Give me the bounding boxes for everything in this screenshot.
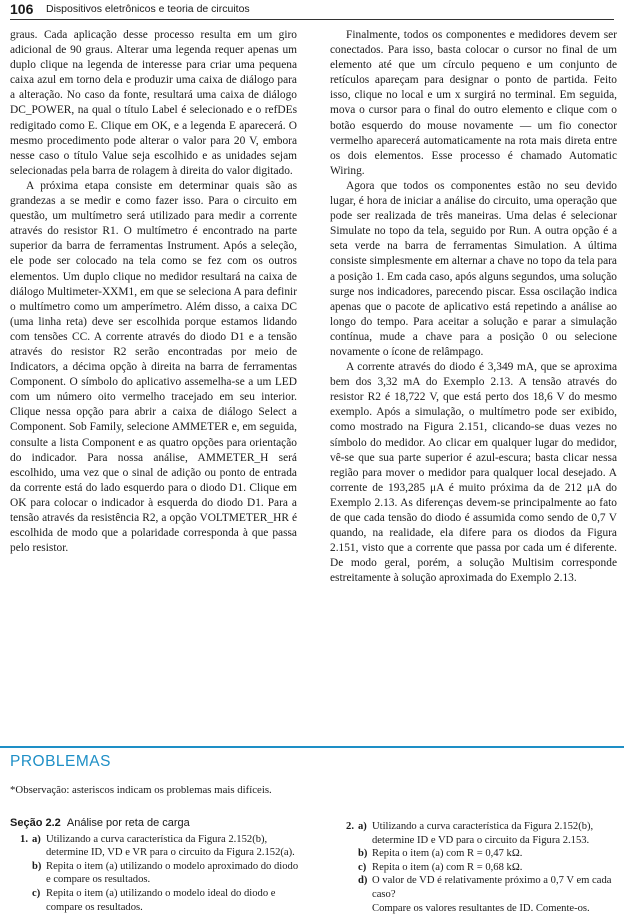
- right-column: [330, 28, 617, 586]
- paragraph: A corrente através do diodo é 3,349 mA, que se aproxima bem dos 3,32 mA do Exemplo 2.13. A tensão através do resistor R2 é 18,722 V, que está perto dos 18,6 V do mesmo exemplo. Após a simulação, o multímetro pode ser exibido, como mostrado na Figura 2.151, clicando-se duas vezes no símbolo do medidor. Ao clicar em qualquer lugar do medidor, vê-se que sua parte superior é azul-escura; basta clicar nessa região para mover o medidor para qualquer local desejado. A corrente de 193,285 μA é muito próxima da de 212 μA do Exemplo 2.13. As diferenças devem-se principalmente ao fato de que cada tensão do diodo é assumida como sendo de 0,7 V quando, na realidade, ela difere para os diodos da Figura 2.151, visto que a corrente que passa por cada um é diferente. De modo geral, porém, a solução Multisim corresponde estreitamente à solução aproximada do Exemplo 2.13.: [330, 361, 617, 585]
- problems-divider: [0, 746, 624, 748]
- part-label: a): [32, 833, 41, 845]
- paragraph: Agora que todos os componentes estão no seu devido lugar, é hora de iniciar a análise do circuito, uma operação que pode ser realizada de três maneiras. Uma delas é selecionar Simulate no topo da tela, seguido por Run. A outra opção é a seta verde na barra de ferramentas Simulation. A última consiste simplesmente em alternar a chave no topo da tela para a posição 1. Em cada caso, após alguns segundos, uma solução surge nos indicadores, parecendo piscar. Essa oscilação indica apenas que o pacote de aplicativo está repetindo a análise ao longo do tempo. Para aceitar a solução e parar a simulação contínua, mude a chave para a posição 0 ou selecione novamente o ícone de relâmpago.: [330, 179, 617, 358]
- part-label: c): [358, 861, 367, 873]
- part-text: Repita o item (a) utilizando o modelo ideal do diodo e compare os resultados.: [46, 887, 276, 913]
- problem-part: [358, 847, 618, 861]
- problem-number: 1.: [20, 833, 28, 845]
- page-header: [10, 0, 614, 20]
- part-text: Repita o item (a) utilizando o modelo aproximado do diodo e compare os resultados.: [46, 860, 299, 886]
- paragraph: A próxima etapa consiste em determinar quais são as grandezas a se medir e como fazer isso. Para o circuito em questão, um multímetro será utilizado para medir a corrente através do resistor R1. O multímetro é encontrado na parte superior da barra de ferramentas Instrument. Após a seleção, ele pode ser colocado na tela como se fez com os outros elementos. Um duplo clique no medidor resultará na caixa de diálogo Multimeter-XXM1, em que se seleciona A para definir o multímetro como um amperímetro. Além disso, a caixa DC (uma linha reta) deve ser escolhida porque estamos lidando com tensões CC. A corrente através do diodo D1 e a tensão através do resistor R2 serão encontradas por meio de Indicators, a décima opção à direita na barra de ferramentas Component. O símbolo do aplicativo assemelha-se a um LED com um número oito vermelho tracejado em seu interior. Clique nessa opção para abrir a caixa de diálogo Select a Component. Sob Family, selecione AMMETER e, em seguida, consulte a lista Component e as quatro opções para orientação do indicador. Para nossa análise, AMMETER_H será escolhido, uma vez que o sinal de adição ou ponto de entrada da corrente está do lado esquerdo para o diodo D1. Clique em OK para colocar o indicador à esquerda do diodo D1. Para a tensão através da resistência R2, a opção VOLTMETER_HR é escolhida de modo que a polaridade corresponda à que passa pelo resistor.: [10, 179, 297, 555]
- problem-number: 2.: [346, 821, 354, 832]
- problems-heading: PROBLEMAS: [10, 753, 111, 770]
- problem-part: [358, 861, 618, 875]
- problems-left-column: [10, 817, 305, 914]
- running-title: Dispositivos eletrônicos e teoria de circuitos: [46, 3, 250, 15]
- section-number: Seção 2.2: [10, 817, 61, 829]
- problem-part: [358, 874, 618, 901]
- section-heading: [10, 817, 305, 831]
- problem-part: [32, 887, 305, 914]
- problem-part: [32, 860, 305, 887]
- part-label: a): [358, 821, 367, 832]
- header-rule: [10, 19, 614, 20]
- part-label: b): [358, 848, 368, 860]
- part-text: Repita o item (a) com R = 0,47 kΩ.: [372, 848, 523, 860]
- problem-part: [32, 833, 305, 860]
- problem-item: [10, 833, 305, 915]
- section-title: Análise por reta de carga: [66, 817, 190, 829]
- problems-right-column: [336, 820, 618, 915]
- page-number: 106: [10, 1, 34, 17]
- paragraph: graus. Cada aplicação desse processo resulta em um giro adicional de 90 graus. Alterar uma legenda requer apenas um duplo clique na legenda de interesse para criar uma pequena caixa azul em torno dela e produzir uma caixa de diálogo para a alteração. No caso da fonte, resultará uma caixa de diálogo DC_POWER, na qual o título Label é selecionado e o refDEs redigitado como E. Clique em OK, e a legenda E aparecerá. O mesmo procedimento pode alterar o valor para 20 V, embora nesse caso o título Value seja escolhido e as unidades sejam selecionadas pela barra de rolagem à direita do valor digitado.: [10, 29, 297, 177]
- part-text: O valor de VD é relativamente próximo a 0,7 V em cada caso?: [372, 875, 612, 900]
- problem-part: [358, 820, 618, 847]
- part-text: Utilizando a curva característica da Figura 2.152(b), determine ID e VD para o circuito da Figura 2.153.: [372, 821, 594, 846]
- part-text: Repita o item (a) com R = 0,68 kΩ.: [372, 861, 523, 873]
- problem-item: [336, 820, 618, 902]
- problem-closing: Compare os valores resultantes de ID. Comente-os.: [372, 902, 590, 914]
- left-column: [10, 28, 297, 556]
- part-label: b): [32, 860, 42, 872]
- part-label: d): [358, 875, 368, 887]
- part-label: c): [32, 887, 41, 899]
- part-text: Utilizando a curva característica da Figura 2.152(b), determine ID, VD e VR para o circuito da Figura 2.152(a).: [46, 833, 295, 859]
- problems-note: *Observação: asteriscos indicam os problemas mais difíceis.: [10, 784, 272, 796]
- paragraph: Finalmente, todos os componentes e medidores devem ser conectados. Para isso, basta colocar o cursor no final de um elemento até que um círculo pequeno e um conjunto de retículos apareçam para designar o ponto de partida. Feito isso, clique no local e um x surgirá no terminal. Em seguida, mova o cursor para o final do outro elemento e clique com o botão esquerdo do mouse novamente — um fio conector vermelho aparecerá automaticamente na rota mais direta entre os dois elementos. Esse processo é chamado Automatic Wiring.: [330, 29, 617, 177]
